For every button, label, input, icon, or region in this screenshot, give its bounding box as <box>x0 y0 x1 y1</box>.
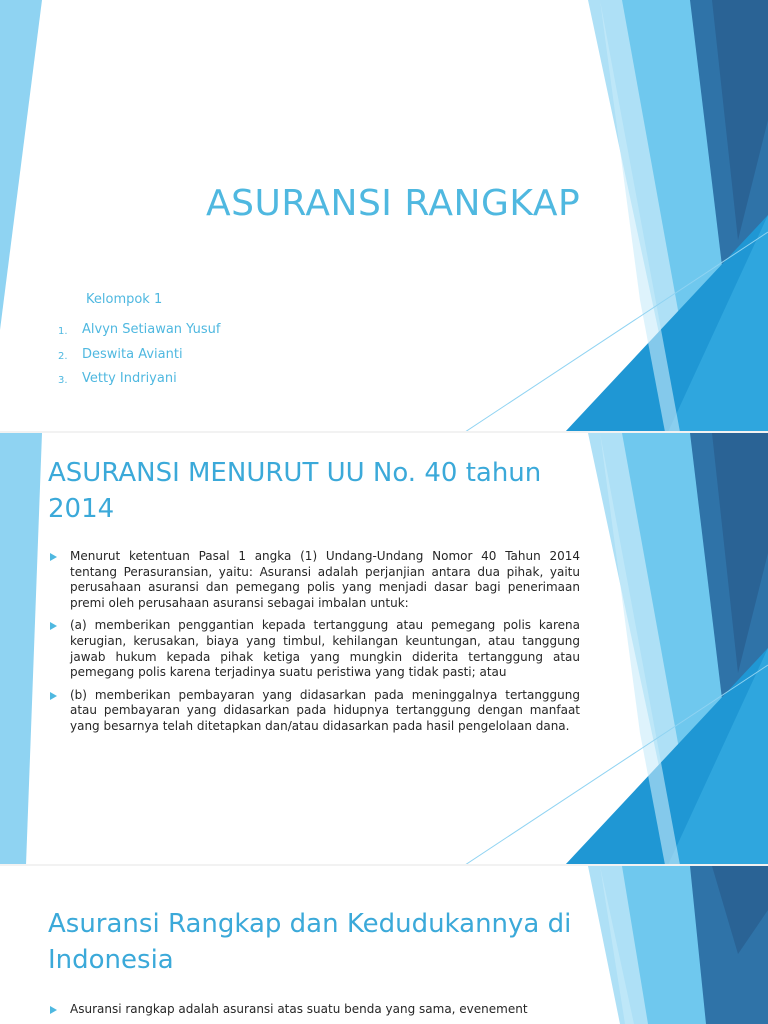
list-item <box>48 549 580 611</box>
bullet-text: (a) memberikan penggantian kepada tertanggung atau pemegang polis karena kerugian, kerusakan, biaya yang timbul, kehilangan keuntungan, atau tanggung jawab hukum kepada pihak ketiga yang mungkin diderita tertanggung atau pemegang polis karena terjadinya suatu peristiwa yang tidak pasti; atau <box>70 618 580 680</box>
list-number: 2. <box>58 350 68 362</box>
bullet-text: (b) memberikan pembayaran yang didasarkan pada meninggalnya tertanggung atau pembayaran yang didasarkan pada hidupnya tertanggung dengan manfaat yang besarnya telah ditetapkan dan/atau didasarkan pada hasil pengelolaan dana. <box>70 687 580 733</box>
section-heading: Asuransi Rangkap dan Kedudukannya di Indonesia <box>48 909 572 975</box>
group-label: Kelompok 1 <box>86 292 163 307</box>
bullet-list <box>48 1002 580 1024</box>
member-name: Vetty Indriyani <box>82 371 177 386</box>
bullet-text: Menurut ketentuan Pasal 1 angka (1) Undang-Undang Nomor 40 Tahun 2014 tentang Perasuransian, yaitu: Asuransi adalah perjanjian antara dua pihak, yaitu perusahaan asuransi dan pemegang polis yang menjadi dasar bagi penerimaan premi oleh perusahaan asuransi sebagai imbalan untuk: <box>70 549 580 610</box>
bullet-text: Asuransi rangkap adalah asuransi atas suatu benda yang sama, evenement <box>70 1002 528 1016</box>
list-item <box>48 688 580 735</box>
slide-rangkap <box>0 866 768 1024</box>
member-name: Deswita Avianti <box>82 346 183 362</box>
list-number: 3. <box>58 375 68 386</box>
triangle-bullet-icon <box>50 692 57 700</box>
triangle-bullet-icon <box>50 622 57 630</box>
slide-definition <box>0 433 768 865</box>
list-item <box>48 618 580 680</box>
triangle-bullet-icon <box>50 1006 57 1014</box>
list-item <box>48 1002 580 1018</box>
section-heading: ASURANSI MENURUT UU No. 40 tahun 2014 <box>48 458 542 524</box>
list-number: 1. <box>58 326 68 337</box>
presentation-title: ASURANSI RANGKAP <box>206 183 581 224</box>
member-name: Alvyn Setiawan Yusuf <box>82 322 221 337</box>
slide-title <box>0 0 768 432</box>
bullet-list <box>48 549 580 742</box>
triangle-bullet-icon <box>50 553 57 561</box>
